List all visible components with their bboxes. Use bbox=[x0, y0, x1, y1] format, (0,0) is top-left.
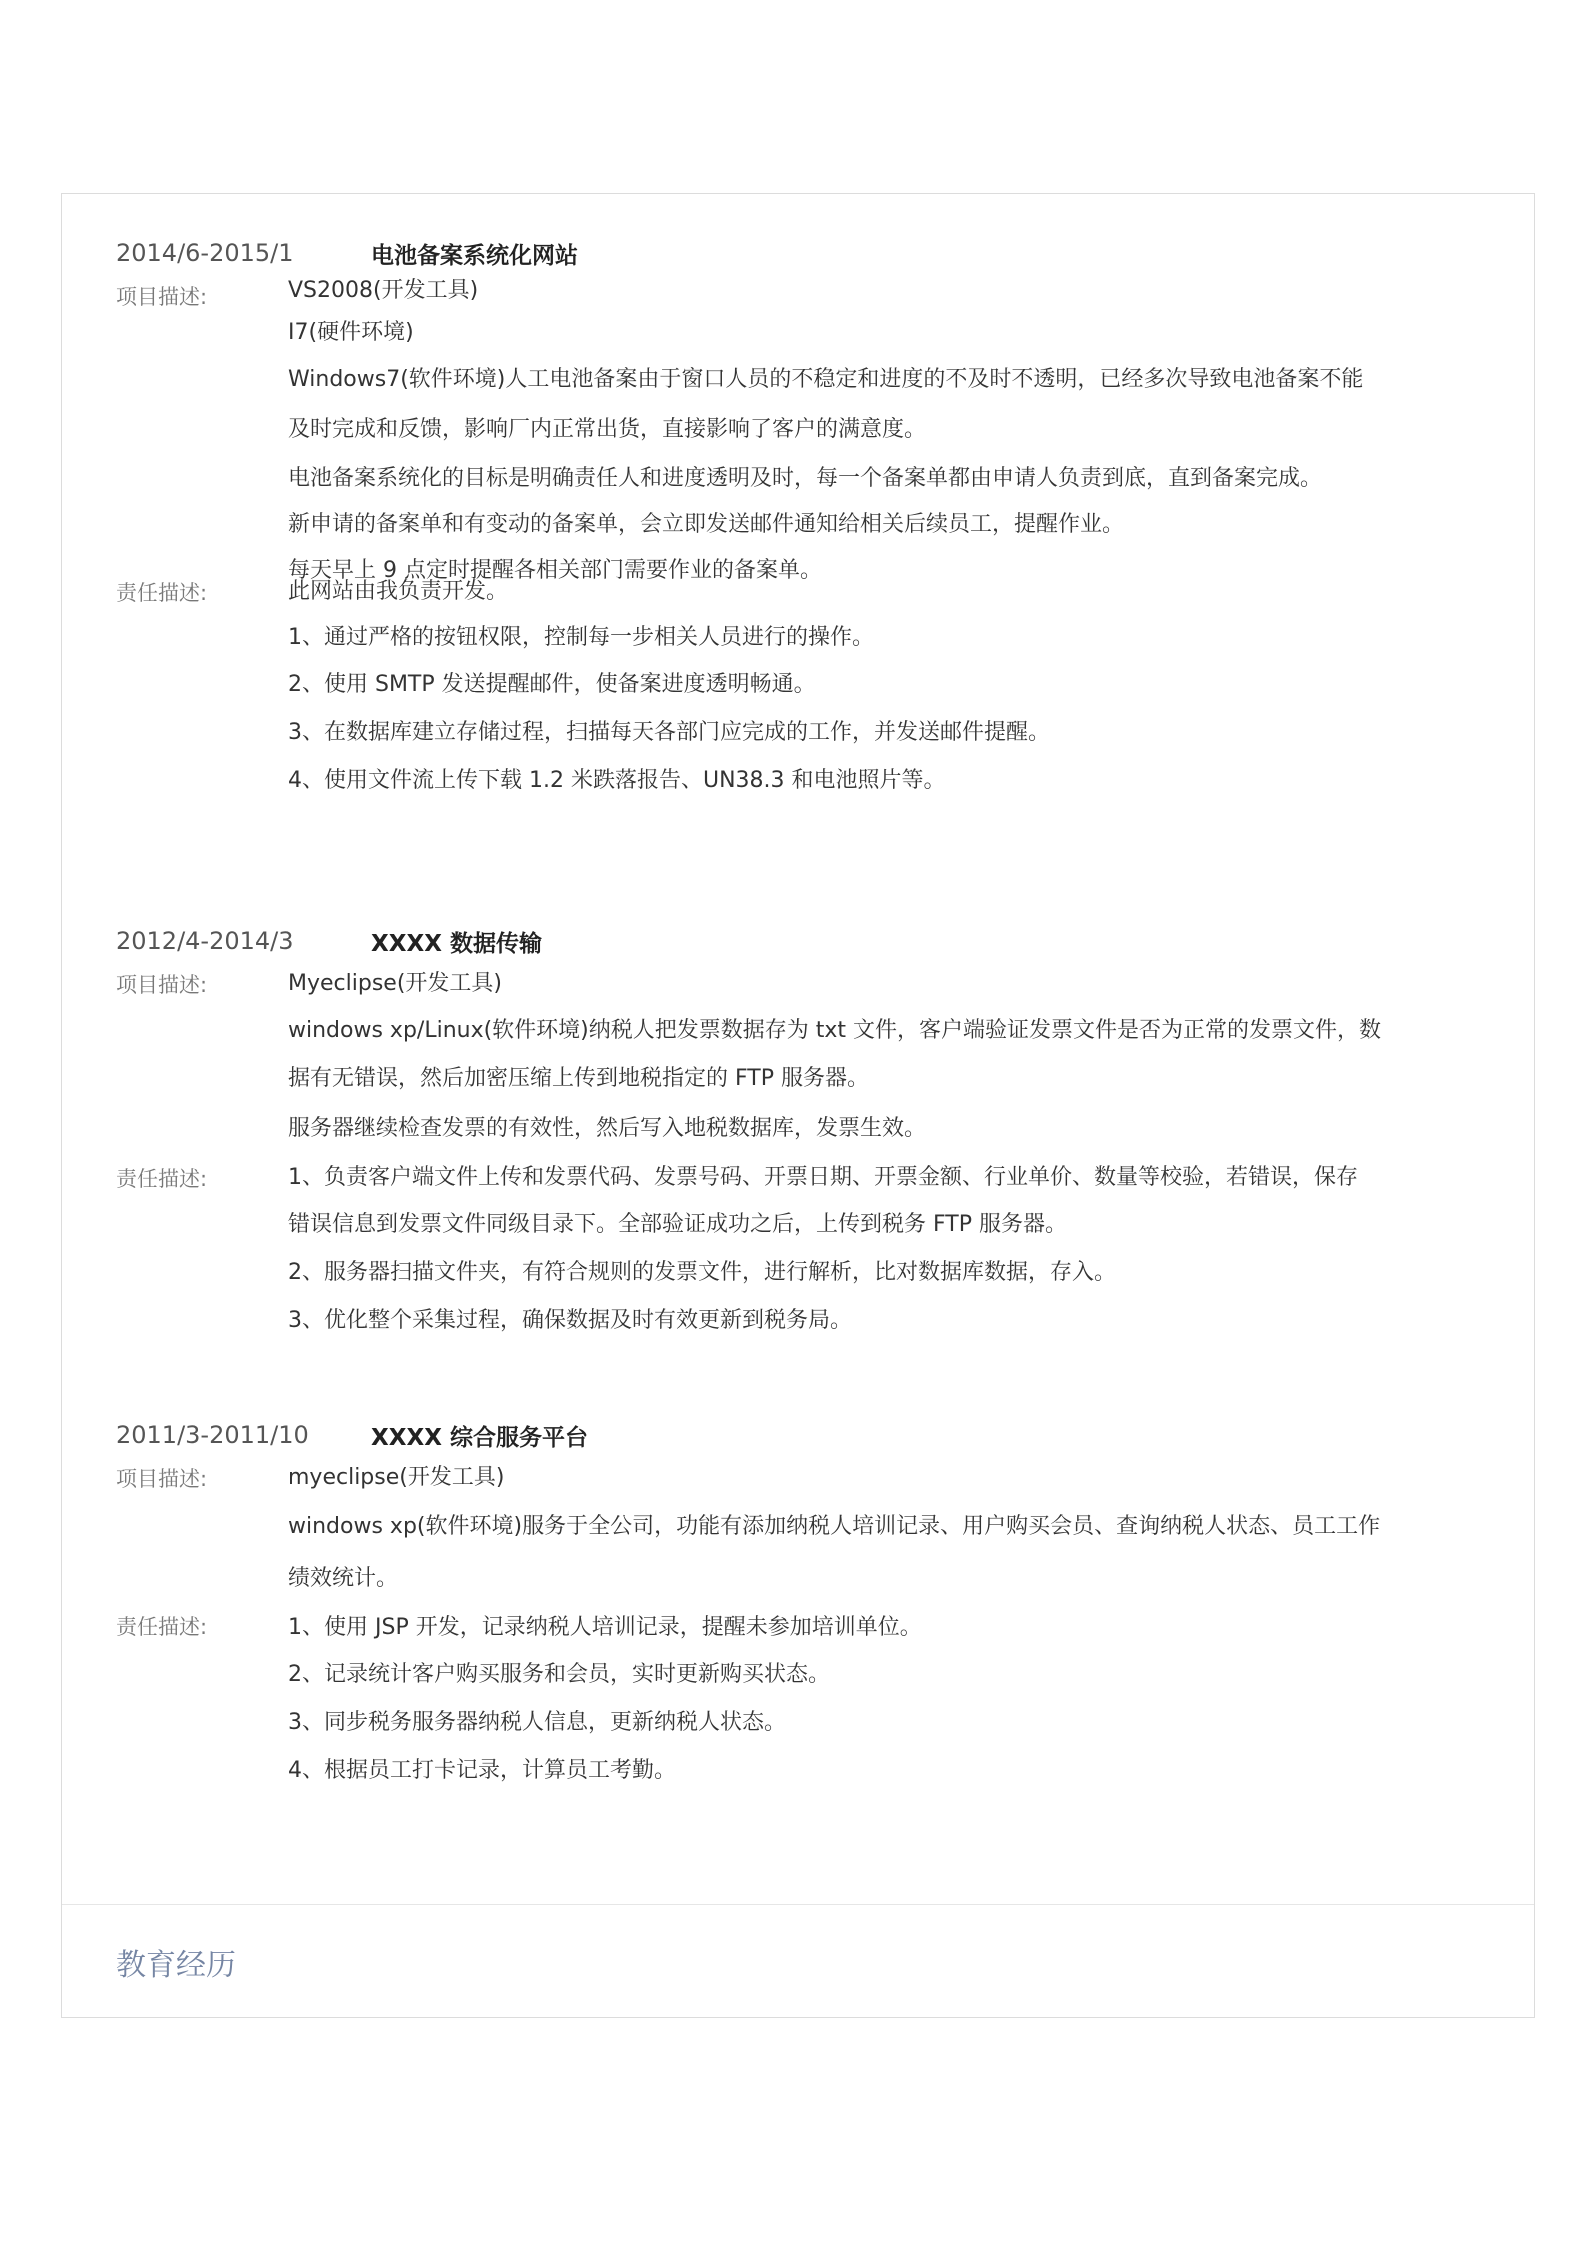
desc-line: Windows7(软件环境)人工电池备案由于窗口人员的不稳定和进度的不及时不透明，已经多次导致电池备案不能 bbox=[288, 367, 1364, 392]
project-resp-label: 责任描述: bbox=[116, 1615, 208, 1639]
resp-line: 4、根据员工打卡记录，计算员工考勤。 bbox=[288, 1758, 676, 1783]
section-divider bbox=[62, 1904, 1534, 1905]
desc-line: windows xp(软件环境)服务于全公司，功能有添加纳税人培训记录、用户购买会员、查询纳税人状态、员工工作 bbox=[288, 1514, 1381, 1539]
resp-line: 3、优化整个采集过程，确保数据及时有效更新到税务局。 bbox=[288, 1308, 852, 1333]
desc-line: myeclipse(开发工具) bbox=[288, 1465, 505, 1490]
desc-line: 每天早上 9 点定时提醒各相关部门需要作业的备案单。 bbox=[288, 558, 822, 583]
resume-card bbox=[61, 193, 1535, 2018]
desc-line: Myeclipse(开发工具) bbox=[288, 971, 502, 996]
project-desc-label: 项目描述: bbox=[116, 1467, 208, 1491]
project-period: 2014/6-2015/1 bbox=[116, 239, 294, 267]
project-entry-3 bbox=[116, 1415, 1536, 1795]
project-title: XXXX 综合服务平台 bbox=[371, 1425, 588, 1451]
desc-line: 绩效统计。 bbox=[288, 1566, 399, 1591]
resp-line: 1、通过严格的按钮权限，控制每一步相关人员进行的操作。 bbox=[288, 625, 874, 650]
project-period: 2012/4-2014/3 bbox=[116, 927, 294, 955]
desc-line: I7(硬件环境) bbox=[288, 320, 414, 345]
desc-line: 及时完成和反馈，影响厂内正常出货，直接影响了客户的满意度。 bbox=[288, 417, 927, 442]
desc-line: 新申请的备案单和有变动的备案单，会立即发送邮件通知给相关后续员工，提醒作业。 bbox=[288, 512, 1125, 537]
resp-line: 错误信息到发票文件同级目录下。全部验证成功之后，上传到税务 FTP 服务器。 bbox=[288, 1212, 1067, 1237]
desc-line: VS2008(开发工具) bbox=[288, 278, 479, 303]
project-period: 2011/3-2011/10 bbox=[116, 1421, 309, 1449]
desc-line: 电池备案系统化的目标是明确责任人和进度透明及时，每一个备案单都由申请人负责到底，直到备案完成。 bbox=[288, 466, 1323, 491]
resp-line: 3、在数据库建立存储过程，扫描每天各部门应完成的工作，并发送邮件提醒。 bbox=[288, 720, 1050, 745]
project-entry-1 bbox=[116, 233, 1536, 805]
project-resp-label: 责任描述: bbox=[116, 581, 208, 605]
resp-line: 1、使用 JSP 开发，记录纳税人培训记录，提醒未参加培训单位。 bbox=[288, 1615, 922, 1640]
resp-line: 2、使用 SMTP 发送提醒邮件，使备案进度透明畅通。 bbox=[288, 672, 816, 697]
desc-line: 据有无错误，然后加密压缩上传到地税指定的 FTP 服务器。 bbox=[288, 1066, 869, 1091]
resp-line: 4、使用文件流上传下载 1.2 米跌落报告、UN38.3 和电池照片等。 bbox=[288, 768, 946, 793]
project-desc-label: 项目描述: bbox=[116, 973, 208, 997]
resp-line: 1、负责客户端文件上传和发票代码、发票号码、开票日期、开票金额、行业单价、数量等校验，若错误，保存 bbox=[288, 1165, 1359, 1190]
project-title: XXXX 数据传输 bbox=[371, 931, 542, 957]
resp-line: 2、服务器扫描文件夹，有符合规则的发票文件，进行解析，比对数据库数据，存入。 bbox=[288, 1260, 1116, 1285]
resp-line: 3、同步税务服务器纳税人信息，更新纳税人状态。 bbox=[288, 1710, 786, 1735]
desc-line: 服务器继续检查发票的有效性，然后写入地税数据库，发票生效。 bbox=[288, 1116, 927, 1141]
education-section-title: 教育经历 bbox=[116, 1948, 236, 1983]
project-desc-label: 项目描述: bbox=[116, 285, 208, 309]
project-title: 电池备案系统化网站 bbox=[371, 243, 578, 269]
desc-line: windows xp/Linux(软件环境)纳税人把发票数据存为 txt 文件，客户端验证发票文件是否为正常的发票文件，数 bbox=[288, 1018, 1382, 1043]
resp-line: 此网站由我负责开发。 bbox=[288, 579, 509, 604]
project-resp-label: 责任描述: bbox=[116, 1167, 208, 1191]
resp-line: 2、记录统计客户购买服务和会员，实时更新购买状态。 bbox=[288, 1662, 830, 1687]
project-entry-2 bbox=[116, 921, 1536, 1345]
